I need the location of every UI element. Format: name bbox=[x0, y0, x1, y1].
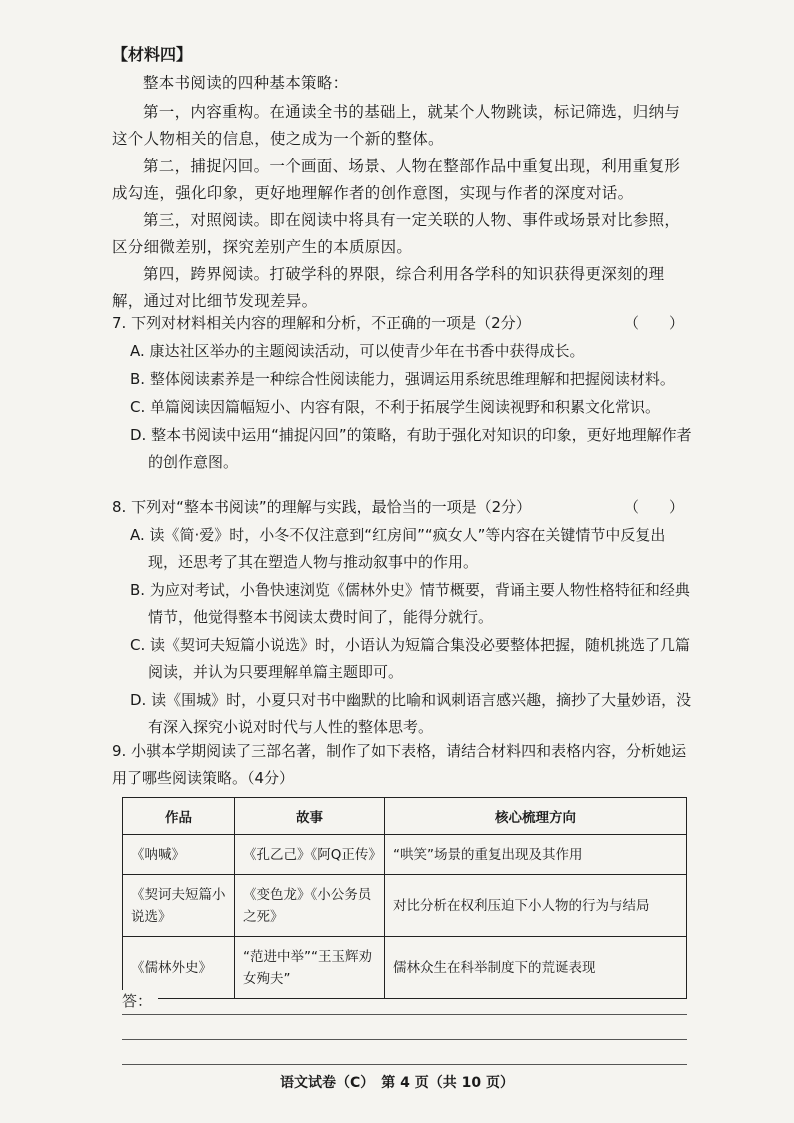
answer-bracket: （ ） bbox=[623, 498, 684, 516]
table-cell: 对比分析在权利压迫下小人物的行为与结局 bbox=[385, 875, 687, 937]
answer-line[interactable] bbox=[122, 1015, 687, 1040]
question-stem bbox=[112, 310, 692, 337]
strategy-paragraph: 第一，内容重构。在通读全书的基础上，就某个人物跳读，标记筛选，归纳与这个人物相关的信息，使之成为一个新的整体。 bbox=[112, 103, 681, 148]
table-cell: 《孔乙己》《阿Q正传》 bbox=[235, 835, 385, 875]
column-header: 核心梳理方向 bbox=[385, 798, 687, 835]
table-cell: “哄笑”场景的重复出现及其作用 bbox=[385, 835, 687, 875]
strategy-paragraph: 第二，捕捉闪回。一个画面、场景、人物在整部作品中重复出现，利用重复形成勾连，强化印象，更好地理解作者的创作意图，实现与作者的深度对话。 bbox=[112, 157, 681, 202]
option-a: A. 读《简·爱》时，小冬不仅注意到“红房间”“疯女人”等内容在关键情节中反复出现，还思考了其在塑造人物与推动叙事中的作用。 bbox=[130, 526, 666, 571]
reading-table bbox=[122, 797, 687, 999]
column-header: 作品 bbox=[123, 798, 235, 835]
option-a: A. 康达社区举办的主题阅读活动，可以使青少年在书香中获得成长。 bbox=[130, 342, 585, 360]
question-stem-text: 8. 下列对“整本书阅读”的理解与实践，最恰当的一项是（2分） bbox=[112, 498, 532, 516]
option-c: C. 单篇阅读因篇幅短小、内容有限，不利于拓展学生阅读视野和积累文化常识。 bbox=[130, 398, 661, 416]
table-cell: 《契诃夫短篇小说选》 bbox=[123, 875, 235, 937]
strategy-paragraph: 第四，跨界阅读。打破学科的界限，综合利用各学科的知识获得更深刻的理解，通过对比细节发现差异。 bbox=[112, 265, 665, 310]
table-cell: 《变色龙》《小公务员之死》 bbox=[235, 875, 385, 937]
table-header-row bbox=[123, 798, 687, 835]
question-8 bbox=[112, 494, 692, 741]
answer-line[interactable] bbox=[122, 990, 687, 1015]
table-cell: “范进中举”“王玉辉劝女殉夫” bbox=[235, 937, 385, 999]
option-b: B. 整体阅读素养是一种综合性阅读能力，强调运用系统思维理解和把握阅读材料。 bbox=[130, 370, 675, 388]
table-cell: 《儒林外史》 bbox=[123, 937, 235, 999]
table-row bbox=[123, 835, 687, 875]
answer-line[interactable] bbox=[122, 1040, 687, 1065]
table-cell: 儒林众生在科举制度下的荒诞表现 bbox=[385, 937, 687, 999]
table-row bbox=[123, 875, 687, 937]
table-cell: 《呐喊》 bbox=[123, 835, 235, 875]
question-9 bbox=[112, 738, 692, 792]
column-header: 故事 bbox=[235, 798, 385, 835]
option-d: D. 整本书阅读中运用“捕捉闪回”的策略，有助于强化对知识的印象，更好地理解作者的创作意图。 bbox=[130, 426, 692, 471]
material-body bbox=[112, 70, 687, 315]
answer-bracket: （ ） bbox=[623, 314, 684, 332]
answer-label: 答： bbox=[122, 990, 158, 1011]
question-stem bbox=[112, 494, 692, 521]
question-stem: 9. 小骐本学期阅读了三部名著，制作了如下表格，请结合材料四和表格内容，分析她运用了哪些阅读策略。（4分） bbox=[112, 742, 687, 787]
option-b: B. 为应对考试，小鲁快速浏览《儒林外史》情节概要，背诵主要人物性格特征和经典情节，他觉得整本书阅读太费时间了，能得分就行。 bbox=[130, 581, 690, 626]
material-intro: 整本书阅读的四种基本策略： bbox=[143, 74, 349, 92]
question-7 bbox=[112, 310, 692, 476]
material-heading: 【材料四】 bbox=[112, 45, 193, 64]
question-stem-text: 7. 下列对材料相关内容的理解和分析，不正确的一项是（2分） bbox=[112, 314, 531, 332]
strategy-paragraph: 第三，对照阅读。即在阅读中将具有一定关联的人物、事件或场景对比参照，区分细微差别，探究差别产生的本质原因。 bbox=[112, 211, 681, 256]
page-footer: 语文试卷（C） 第 4 页（共 10 页） bbox=[280, 1075, 514, 1091]
option-c: C. 读《契诃夫短篇小说选》时，小语认为短篇合集没必要整体把握，随机挑选了几篇阅读，并认为只要理解单篇主题即可。 bbox=[130, 636, 691, 681]
option-d: D. 读《围城》时，小夏只对书中幽默的比喻和讽刺语言感兴趣，摘抄了大量妙语，没有深入探究小说对时代与人性的整体思考。 bbox=[130, 691, 692, 736]
answer-area bbox=[122, 990, 687, 1065]
